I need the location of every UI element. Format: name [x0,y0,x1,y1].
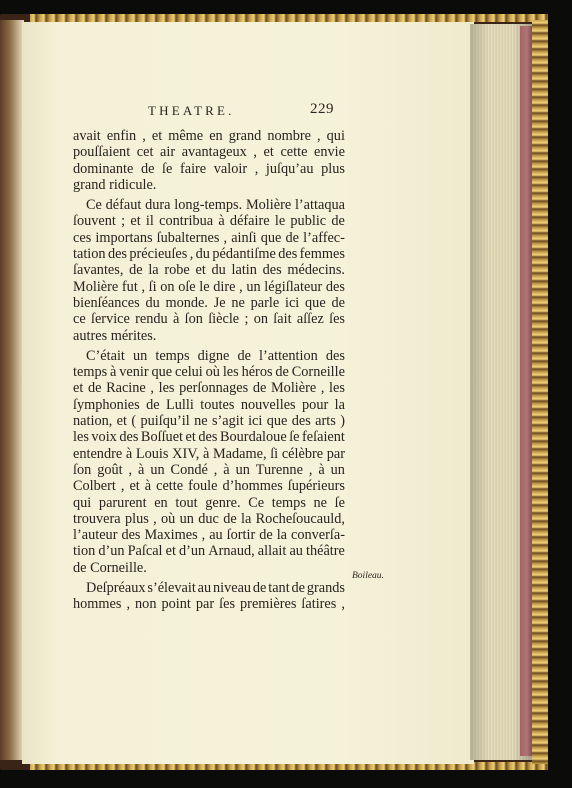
text-line-content: grand ridicule. [73,176,157,193]
word: ſon [73,461,92,478]
word: pour [302,396,329,413]
word: le [274,213,286,230]
word: défaut [105,197,142,214]
text-line [73,197,345,213]
word: de [146,396,160,413]
word: genre. [205,494,241,511]
word: ce [73,311,86,328]
word: tation [73,246,106,263]
page-edges-shadow [470,24,532,760]
word: au [197,580,212,597]
word: s’élevait [147,580,196,597]
word: aſſez [296,311,324,328]
text-line [73,279,345,295]
word: les [73,429,89,446]
word: perſonnages [179,380,249,397]
word: feſaient [302,429,345,446]
word: ) [340,413,345,430]
word: de [275,364,289,381]
word: un [132,347,148,364]
word: du [195,246,210,263]
word: plus [321,160,345,177]
word: à [138,461,145,478]
word: et [73,380,84,397]
word: Je [213,294,226,311]
word: , [128,461,133,478]
word: ſes [329,311,345,328]
word: air [160,144,176,161]
word: au [289,543,303,560]
word: un [330,461,345,478]
word: célèbre [281,445,324,462]
word: que [305,294,326,311]
gilt-edge-right [532,20,548,764]
word: monde. [165,294,208,311]
word: la [148,262,159,279]
word: des [262,262,282,279]
text-line [73,560,345,576]
word: Bourdaloue [219,429,287,446]
word: niveau [212,580,252,597]
word: premières [240,596,297,613]
word: , [341,596,345,613]
word: venir [119,364,149,381]
word: cet [136,144,154,161]
word: des [325,278,345,295]
word: , [317,128,321,144]
running-head: THEATRE. [148,103,235,118]
word: , [213,461,218,478]
word: digne [197,347,230,364]
word: en [154,494,168,511]
word: ſe [162,160,173,177]
word: XIV, [172,445,200,462]
word: en [209,128,223,144]
page-number: 229 [310,101,334,117]
word: et [185,429,196,446]
word: les [329,380,345,397]
text-line [73,177,345,193]
word: juſqu’au [265,160,314,177]
word: nouvelles [240,396,296,413]
word: ſortir [226,527,256,544]
word: de [331,294,345,311]
word: par [326,445,345,462]
word: des [107,246,127,263]
word: cette [280,144,308,161]
word: de [87,380,102,397]
word: avait [73,128,101,144]
word: et [116,413,127,430]
word: arts [315,413,336,430]
word: Deſpréaux [86,580,146,597]
word: temps [73,364,108,381]
word: légiſlateur [264,278,323,295]
word: à [223,461,230,478]
word: Colbert [73,478,116,495]
word: ſupérieurs [287,478,345,495]
word: on [160,278,175,295]
word: la [276,527,288,544]
text-line [73,397,345,413]
text-line [73,511,345,527]
text-line [73,596,345,612]
text-line [73,295,345,311]
word: Madame, [212,445,267,462]
word: à [318,461,325,478]
word: , [254,160,259,177]
body-text [73,128,345,613]
word: et [263,144,274,161]
word: dire [213,278,236,295]
word: public [290,213,327,230]
word: , [320,380,325,397]
word: que [151,364,173,381]
text-line-content: de Corneille. [73,559,147,576]
word: tant [268,580,290,597]
word: s’agit [211,413,244,430]
word: des [121,527,141,544]
word: où [205,364,220,381]
word: des [198,429,218,446]
word: , [201,527,206,544]
word: ſe [334,494,345,511]
word: ici [248,413,263,430]
word: d’un [178,543,206,560]
word: même [168,128,204,144]
text-line [73,413,345,429]
word: ; [244,311,249,328]
text-line [73,543,345,559]
word: , [253,144,257,161]
word: ſes [219,596,236,613]
word: , [142,128,146,144]
word: par [195,596,215,613]
word: ( [131,413,137,430]
word: héros [241,364,273,381]
word: ſe [289,429,300,446]
word: il [145,213,154,230]
word: puiſqu’il [140,413,190,430]
word: et [151,128,163,144]
text-line [73,429,345,445]
word: Ce [86,197,102,214]
margin-note: Boileau. [352,571,384,581]
word: non [135,596,157,613]
text-line [73,462,345,478]
word: qui [326,128,345,144]
word: la [241,510,252,527]
word: à [125,445,133,462]
word: , [153,510,157,527]
word: l’affec- [303,229,345,246]
word: ces [73,229,92,246]
word: trouvera [73,510,121,527]
text-line [73,161,345,177]
word: des [119,429,139,446]
word: , [223,229,228,246]
word: précieuſes [129,246,188,263]
word: le [199,278,210,295]
word: ſervice [90,311,130,328]
text-line [73,580,345,596]
word: oſe [178,278,196,295]
word: l’auteur [73,527,118,544]
word: temps [271,494,306,511]
word: ne [313,494,328,511]
word: plus [124,510,149,527]
word: Paſcal [127,543,163,560]
word: goût [97,461,123,478]
word: de [140,160,155,177]
word: dominante [73,160,134,177]
word: ſi [270,445,279,462]
word: enfin [106,128,137,144]
word: Boſſuet [140,429,184,446]
word: entendre [73,445,123,462]
word: de [129,262,143,279]
word: parurent [98,494,147,511]
text-line [73,446,345,462]
word: point [161,596,191,613]
word: les [158,380,175,397]
text-line [73,380,345,396]
word: Arnaud, [208,543,255,560]
word: du [211,262,226,279]
text-line [73,527,345,543]
word: ſouvent [73,213,116,230]
word: un [179,510,194,527]
word: Corneille [291,364,345,381]
word: des [325,347,345,364]
word: temps [155,347,190,364]
text-line [73,478,345,494]
word: tout [175,494,198,511]
word: cette [156,478,184,495]
word: d’hommes [222,478,283,495]
word: importans [95,229,153,246]
word: toutes [200,396,235,413]
word: femmes [299,246,345,263]
word: médecins. [287,262,345,279]
word: ſiècle [208,311,240,328]
word: parle [250,294,280,311]
word: ſavantes, [73,262,124,279]
word: de [285,229,299,246]
word: Molière [270,380,317,397]
word: la [334,396,345,413]
word: et [130,213,141,230]
word: rendu [135,311,168,328]
word: de [331,213,345,230]
word: des [291,413,311,430]
word: un [150,461,165,478]
word: Louis [135,445,169,462]
text-line [73,262,345,278]
word: défaire [229,213,270,230]
word: à [110,364,117,381]
word: dura [145,197,171,214]
word: ici [284,294,300,311]
word: Molière [245,197,292,214]
word: , [308,461,313,478]
text-line [73,230,345,246]
text-line [73,144,345,160]
word: ſatires [301,596,337,613]
gutter-left [0,20,24,760]
text-line [73,213,345,229]
word: latin [231,262,257,279]
word: envie [314,144,345,161]
word: de [259,527,273,544]
word: , [126,596,131,613]
text-line [73,311,345,327]
word: celui [175,364,203,381]
word: , [189,246,194,263]
word: d’un [98,543,125,560]
word: Molière [73,278,119,295]
word: foule [188,478,218,495]
word: avantageux [181,144,247,161]
word: ; [121,213,126,230]
word: et [165,543,176,560]
word: l’attaqua [294,197,345,214]
word: nombre [267,128,311,144]
text-line [73,348,345,364]
word: bienſéances [73,294,140,311]
word: robe [164,262,190,279]
word: allait [257,543,287,560]
word: un [246,278,261,295]
text-line [73,364,345,380]
word: des [278,246,298,263]
word: faire [179,160,207,177]
word: grands [306,580,345,597]
word: au [209,527,223,544]
word: Condé [170,461,208,478]
word: ne [231,294,245,311]
word: C’était [86,347,125,364]
word: valoir [213,160,248,177]
text-line [73,328,345,344]
word: ſi [148,278,157,295]
word: grand [228,128,262,144]
word: ſon [184,311,203,328]
text-line [73,128,345,144]
word: théâtre [306,543,345,560]
word: , [239,278,243,295]
word: que [260,229,282,246]
word: et [129,478,140,495]
word: un [235,461,250,478]
word: , [150,380,154,397]
text-line-content: autres mérites. [73,327,157,344]
word: Racine [106,380,146,397]
word: ſymphonies [73,396,140,413]
word: de [237,347,251,364]
word: pédantiſme [212,246,276,263]
word: à [218,213,225,230]
word: duc [198,510,219,527]
word: Ce [248,494,265,511]
word: on [253,311,269,328]
word: converſa- [291,527,345,544]
word: Lulli [166,396,194,413]
word: de [252,380,267,397]
word: ſait [273,311,292,328]
word: que [266,413,288,430]
word: ſubalternes [156,229,220,246]
word: tion [73,543,96,560]
word: de [291,580,306,597]
word: qui [73,494,92,511]
word: de [252,580,267,597]
word: ainſi [231,229,257,246]
word: à [202,445,210,462]
word: long-temps. [174,197,243,214]
word: où [161,510,176,527]
word: , [120,478,125,495]
word: , [141,278,146,295]
text-line [73,246,345,262]
word: et [195,262,206,279]
word: à [173,311,180,328]
word: Turenne [255,461,303,478]
word: les [222,364,239,381]
word: de [223,510,237,527]
word: l’attention [259,347,318,364]
word: Rocheſoucauld, [255,510,345,527]
word: hommes [73,596,122,613]
text-line [73,495,345,511]
word: fut [121,278,138,295]
word: à [144,478,152,495]
word: pouſſaient [73,144,131,161]
word: du [145,294,160,311]
word: ne [194,413,208,430]
word: Maximes [144,527,198,544]
gilt-edge-top [30,14,548,22]
word: voix [91,429,117,446]
word: contribua [159,213,214,230]
word: nation, [73,413,113,430]
